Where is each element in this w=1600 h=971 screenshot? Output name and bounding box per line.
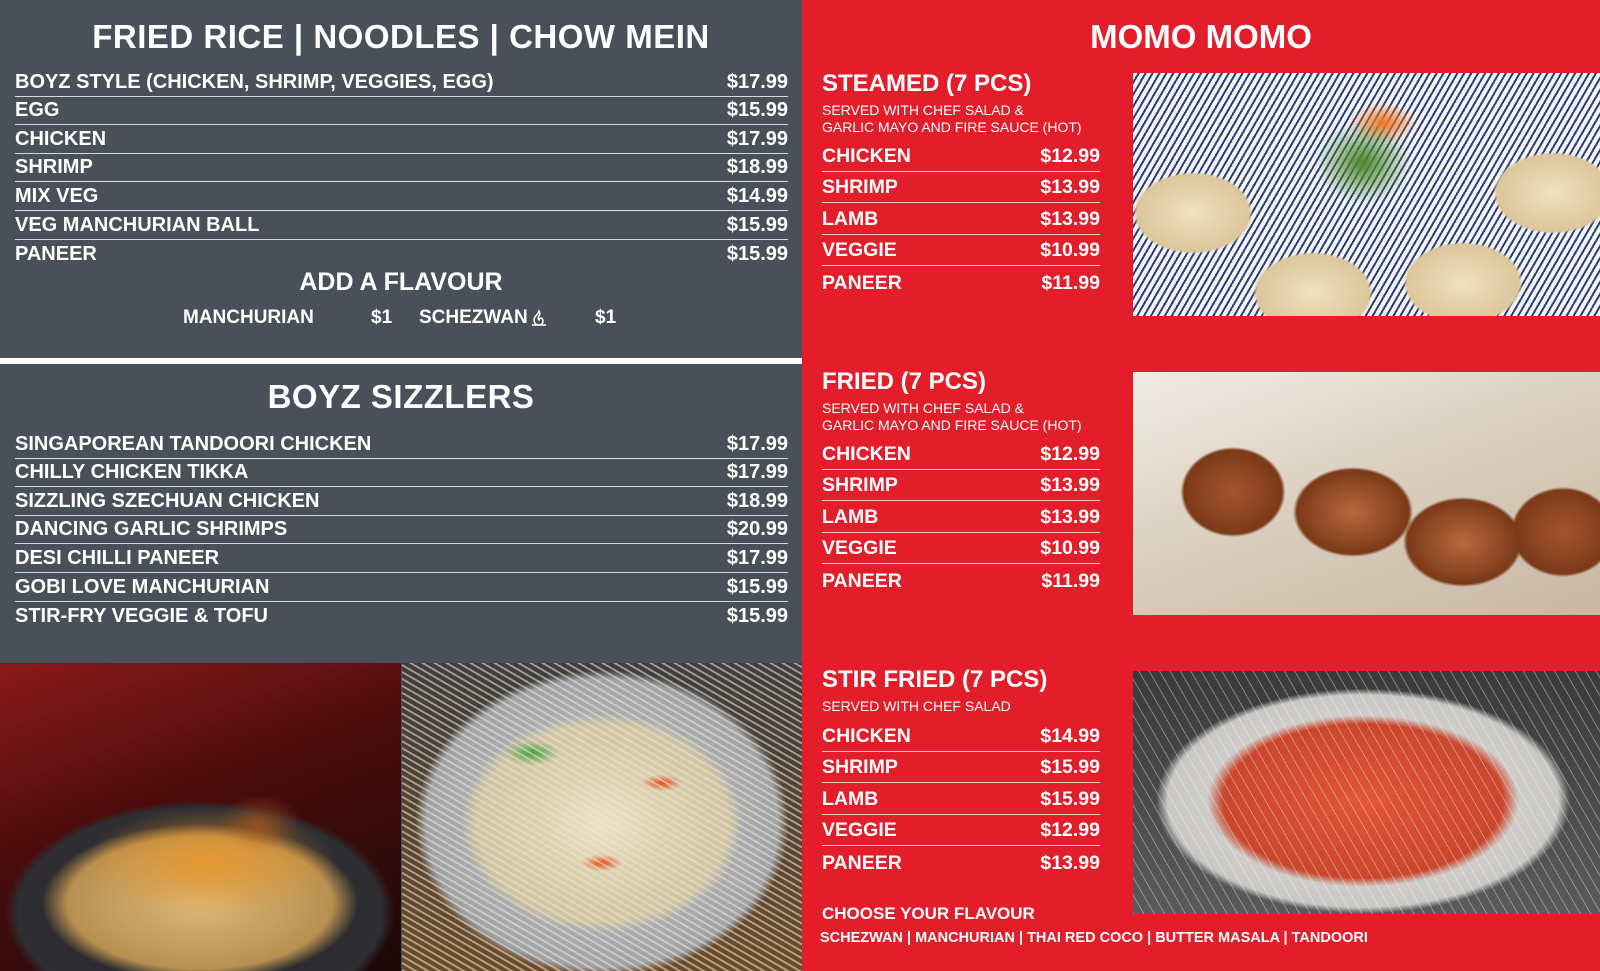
item-price: $18.99 <box>726 156 788 179</box>
item-price: $12.99 <box>1040 819 1100 842</box>
item-name: SHRIMP <box>822 756 898 779</box>
fried-subtitle <box>822 400 1100 436</box>
fried-list <box>822 438 1100 596</box>
menu-row <box>15 516 788 545</box>
right-panel <box>802 0 1600 971</box>
menu-row <box>822 235 1100 267</box>
item-price: $15.99 <box>726 243 788 266</box>
stir-fried-heading: STIR FRIED (7 PCS) <box>822 666 1048 693</box>
fried-momo-block <box>822 368 1100 596</box>
item-price: $15.99 <box>1040 787 1100 810</box>
flavour-name: SCHEZWAN <box>419 307 528 328</box>
item-price: $11.99 <box>1041 271 1100 294</box>
item-name: SINGAPOREAN TANDOORI CHICKEN <box>15 432 372 455</box>
item-price: $17.99 <box>726 546 788 569</box>
subtitle-line: SERVED WITH CHEF SALAD <box>822 698 1011 714</box>
item-name: DESI CHILLI PANEER <box>15 546 220 569</box>
add-flavour-row <box>0 305 802 335</box>
sizzlers-section-title: BOYZ SIZZLERS <box>267 378 535 415</box>
sizzlers-list <box>15 430 788 630</box>
menu-row <box>822 720 1100 752</box>
stir-fried-momo-photo <box>1133 671 1600 914</box>
item-price: $13.99 <box>1040 474 1100 497</box>
menu-row <box>822 783 1100 815</box>
flavour-options: SCHEZWAN | MANCHURIAN | THAI RED COCO | BUTTER MASALA | TANDOORI <box>820 930 1368 946</box>
subtitle-line: GARLIC MAYO AND FIRE SAUCE (HOT) <box>822 119 1082 135</box>
item-name: PANEER <box>822 569 902 592</box>
menu-row <box>15 182 788 211</box>
item-name: SIZZLING SZECHUAN CHICKEN <box>15 489 320 512</box>
item-name: DANCING GARLIC SHRIMPS <box>15 518 288 541</box>
item-price: $17.99 <box>726 432 788 455</box>
steamed-momo-photo <box>1133 73 1600 316</box>
menu-row <box>15 211 788 240</box>
menu-row <box>822 140 1100 172</box>
menu-row <box>15 97 788 126</box>
item-price: $18.99 <box>726 489 788 512</box>
menu-row <box>15 602 788 631</box>
item-price: $12.99 <box>1040 144 1100 167</box>
menu-row <box>15 459 788 488</box>
item-price: $15.99 <box>726 99 788 122</box>
item-price: $15.99 <box>726 605 788 628</box>
menu-row <box>15 125 788 154</box>
menu-row <box>822 752 1100 784</box>
flavour-price: $1 <box>371 307 393 328</box>
item-name: SHRIMP <box>822 176 898 199</box>
item-name: VEGGIE <box>822 537 897 560</box>
item-price: $17.99 <box>726 70 788 93</box>
fried-momo-photo <box>1133 372 1600 615</box>
item-price: $15.99 <box>726 213 788 236</box>
item-name: CHICKEN <box>822 442 911 465</box>
item-price: $15.99 <box>1040 756 1100 779</box>
fried-rice-section-title: FRIED RICE | NOODLES | CHOW MEIN <box>92 18 710 55</box>
fried-rice-photo <box>0 663 401 971</box>
item-price: $10.99 <box>1040 537 1100 560</box>
add-flavour-title: ADD A FLAVOUR <box>299 268 503 296</box>
item-price: $13.99 <box>1040 505 1100 528</box>
menu-row <box>15 68 788 97</box>
steamed-momo-block <box>822 70 1100 298</box>
item-price: $20.99 <box>726 518 788 541</box>
menu-row <box>15 240 788 269</box>
item-name: PANEER <box>822 851 902 874</box>
steamed-heading: STEAMED (7 PCS) <box>822 70 1032 97</box>
item-name: LAMB <box>822 207 879 230</box>
subtitle-line: SERVED WITH CHEF SALAD & <box>822 400 1025 416</box>
steamed-subtitle <box>822 102 1100 138</box>
item-price: $13.99 <box>1040 176 1100 199</box>
menu-row <box>15 430 788 459</box>
stir-fried-list <box>822 720 1100 878</box>
menu-row <box>822 564 1100 596</box>
menu-row <box>15 154 788 183</box>
item-name: BOYZ STYLE (CHICKEN, SHRIMP, VEGGIES, EGG) <box>15 70 494 93</box>
item-price: $14.99 <box>726 184 788 207</box>
menu-row <box>822 846 1100 878</box>
item-name: PANEER <box>15 243 97 266</box>
menu-row <box>822 266 1100 298</box>
item-name: VEGGIE <box>822 819 897 842</box>
item-price: $13.99 <box>1040 207 1100 230</box>
fried-rice-list <box>15 68 788 268</box>
menu-row <box>15 544 788 573</box>
menu-row <box>822 438 1100 470</box>
menu-row <box>822 533 1100 565</box>
subtitle-line: SERVED WITH CHEF SALAD & <box>822 102 1025 118</box>
item-name: CHICKEN <box>822 144 911 167</box>
item-name: CHICKEN <box>15 127 107 150</box>
stir-fried-subtitle <box>822 698 1100 718</box>
menu-row <box>822 203 1100 235</box>
item-name: STIR-FRY VEGGIE & TOFU <box>15 605 268 628</box>
fried-heading: FRIED (7 PCS) <box>822 368 987 395</box>
choose-flavour-title: CHOOSE YOUR FLAVOUR <box>822 904 1035 923</box>
spicy-icon <box>530 309 548 333</box>
flavour-name: MANCHURIAN <box>183 307 314 328</box>
item-name: CHICKEN <box>822 724 911 747</box>
item-name: EGG <box>15 99 60 122</box>
item-name: SHRIMP <box>15 156 93 179</box>
item-name: MIX VEG <box>15 184 99 207</box>
noodles-photo <box>402 663 802 971</box>
menu-row <box>822 815 1100 847</box>
item-price: $14.99 <box>1040 724 1100 747</box>
item-name: PANEER <box>822 271 902 294</box>
item-price: $17.99 <box>726 461 788 484</box>
momo-section-title: MOMO MOMO <box>1090 18 1312 55</box>
item-price: $10.99 <box>1040 239 1100 262</box>
item-name: VEGGIE <box>822 239 897 262</box>
menu-row <box>15 573 788 602</box>
item-price: $15.99 <box>726 575 788 598</box>
item-name: VEG MANCHURIAN BALL <box>15 213 260 236</box>
section-divider <box>0 358 802 364</box>
item-price: $13.99 <box>1040 851 1100 874</box>
item-price: $17.99 <box>726 127 788 150</box>
item-price: $11.99 <box>1041 569 1100 592</box>
item-price: $12.99 <box>1040 442 1100 465</box>
item-name: SHRIMP <box>822 474 898 497</box>
steamed-list <box>822 140 1100 298</box>
item-name: CHILLY CHICKEN TIKKA <box>15 461 249 484</box>
item-name: GOBI LOVE MANCHURIAN <box>15 575 270 598</box>
menu-row <box>822 470 1100 502</box>
item-name: LAMB <box>822 787 879 810</box>
stir-fried-momo-block <box>822 666 1100 878</box>
menu-row <box>822 172 1100 204</box>
menu-row <box>822 501 1100 533</box>
item-name: LAMB <box>822 505 879 528</box>
subtitle-line: GARLIC MAYO AND FIRE SAUCE (HOT) <box>822 417 1082 433</box>
menu-row <box>15 487 788 516</box>
flavour-price: $1 <box>595 307 617 328</box>
